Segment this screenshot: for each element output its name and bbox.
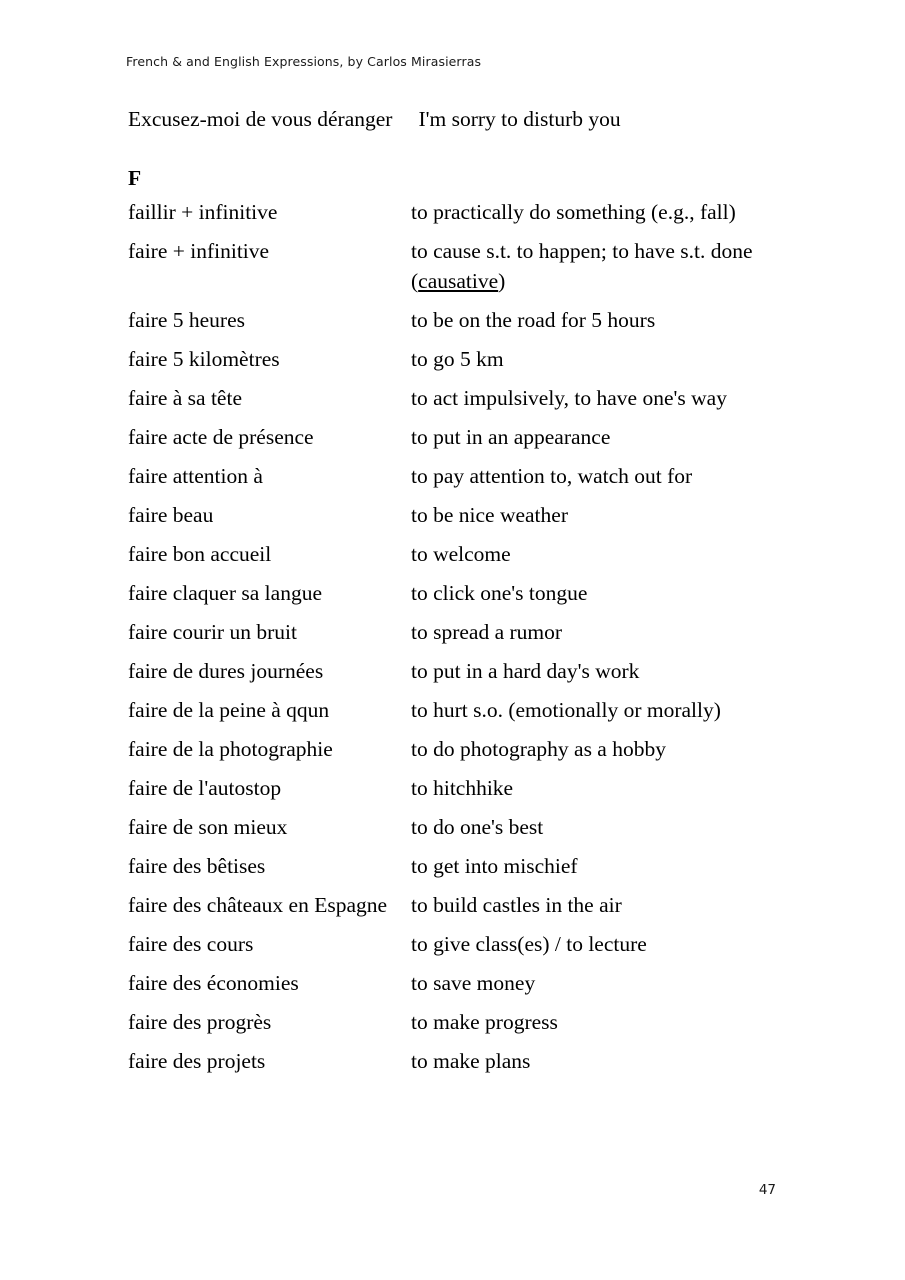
glossary-entry	[0, 306, 905, 336]
glossary-entry	[0, 657, 905, 687]
entry-gloss: to save money	[411, 970, 536, 995]
entry-gloss: to go 5 km	[411, 346, 504, 371]
carry-over-entry	[0, 104, 905, 134]
glossary-entry	[0, 579, 905, 609]
entry-term: faire des projets	[128, 1048, 266, 1073]
entry-gloss: to act impulsively, to have one's way	[411, 385, 727, 410]
section-letter-heading: F	[128, 166, 142, 190]
glossary-entry	[0, 384, 905, 414]
entry-term: faire acte de présence	[128, 424, 314, 449]
carry-over-gloss: I'm sorry to disturb you	[418, 107, 621, 131]
running-head: French & and English Expressions, by Carlos Mirasierras	[126, 54, 482, 69]
glossary-entry	[0, 618, 905, 648]
entry-term: faire de dures journées	[128, 658, 324, 683]
glossary-entry	[0, 345, 905, 375]
glossary-entry	[0, 462, 905, 492]
glossary-entry	[0, 774, 905, 804]
page-number: 47	[758, 1182, 776, 1198]
entry-gloss: to click one's tongue	[411, 580, 588, 605]
entry-gloss: to make plans	[411, 1048, 531, 1073]
entry-term: faire des bêtises	[128, 853, 266, 878]
entry-gloss: to put in an appearance	[411, 424, 611, 449]
carry-over-term: Excusez-moi de vous déranger	[128, 107, 393, 131]
entry-gloss: to get into mischief	[411, 853, 578, 878]
entry-gloss: to put in a hard day's work	[411, 658, 640, 683]
page-content	[0, 104, 905, 1086]
entry-term: faire attention à	[128, 463, 263, 488]
entry-term: faire de la photographie	[128, 736, 333, 761]
glossary-entry	[0, 735, 905, 765]
entry-gloss: to hitchhike	[411, 775, 514, 800]
entry-gloss: to give class(es) / to lecture	[411, 931, 647, 956]
entry-term: faire bon accueil	[128, 541, 272, 566]
glossary-entry	[0, 852, 905, 882]
entry-gloss: to pay attention to, watch out for	[411, 463, 693, 488]
entry-term: faillir + infinitive	[128, 200, 278, 224]
glossary-entry	[0, 1047, 905, 1077]
entry-term: faire à sa tête	[128, 385, 242, 410]
entry-term: faire claquer sa langue	[128, 580, 322, 605]
entry-gloss: to hurt s.o. (emotionally or morally)	[411, 697, 721, 722]
glossary-entry	[0, 930, 905, 960]
entry-term: faire des châteaux en Espagne	[128, 892, 388, 917]
entry-gloss: to build castles in the air	[411, 892, 622, 917]
entry-gloss	[411, 237, 783, 296]
entry-term: faire courir un bruit	[128, 619, 297, 644]
entry-gloss: to spread a rumor	[411, 619, 563, 644]
entry-term: faire + infinitive	[128, 239, 270, 263]
entry-gloss: to welcome	[411, 541, 511, 566]
entry-term: faire beau	[128, 502, 214, 527]
entry-gloss: to make progress	[411, 1009, 558, 1034]
entry-gloss-text-tail: )	[498, 268, 506, 293]
entry-term: faire de son mieux	[128, 814, 288, 839]
glossary-entry	[0, 813, 905, 843]
glossary-entry	[0, 198, 905, 228]
entry-term: faire de la peine à qqun	[128, 697, 330, 722]
glossary-entry-list	[0, 198, 905, 1076]
entry-gloss-text: to cause s.t. to happen; to have s.t. done (	[411, 239, 753, 293]
entry-term: faire de l'autostop	[128, 775, 282, 800]
entry-term: faire des progrès	[128, 1009, 272, 1034]
entry-term: faire des économies	[128, 970, 299, 995]
entry-term: faire 5 heures	[128, 307, 245, 332]
entry-term: faire 5 kilomètres	[128, 346, 280, 371]
entry-gloss: to be on the road for 5 hours	[411, 307, 656, 332]
glossary-entry	[0, 696, 905, 726]
entry-gloss: to be nice weather	[411, 502, 568, 527]
glossary-entry	[0, 423, 905, 453]
glossary-entry	[0, 540, 905, 570]
causative-link[interactable]: causative	[418, 268, 499, 293]
glossary-entry	[0, 237, 905, 296]
entry-term: faire des cours	[128, 931, 254, 956]
glossary-entry	[0, 891, 905, 921]
glossary-entry	[0, 501, 905, 531]
entry-gloss: to do photography as a hobby	[411, 736, 666, 761]
glossary-entry	[0, 969, 905, 999]
entry-gloss: to practically do something (e.g., fall)	[411, 200, 736, 224]
glossary-entry	[0, 1008, 905, 1038]
entry-gloss: to do one's best	[411, 814, 544, 839]
